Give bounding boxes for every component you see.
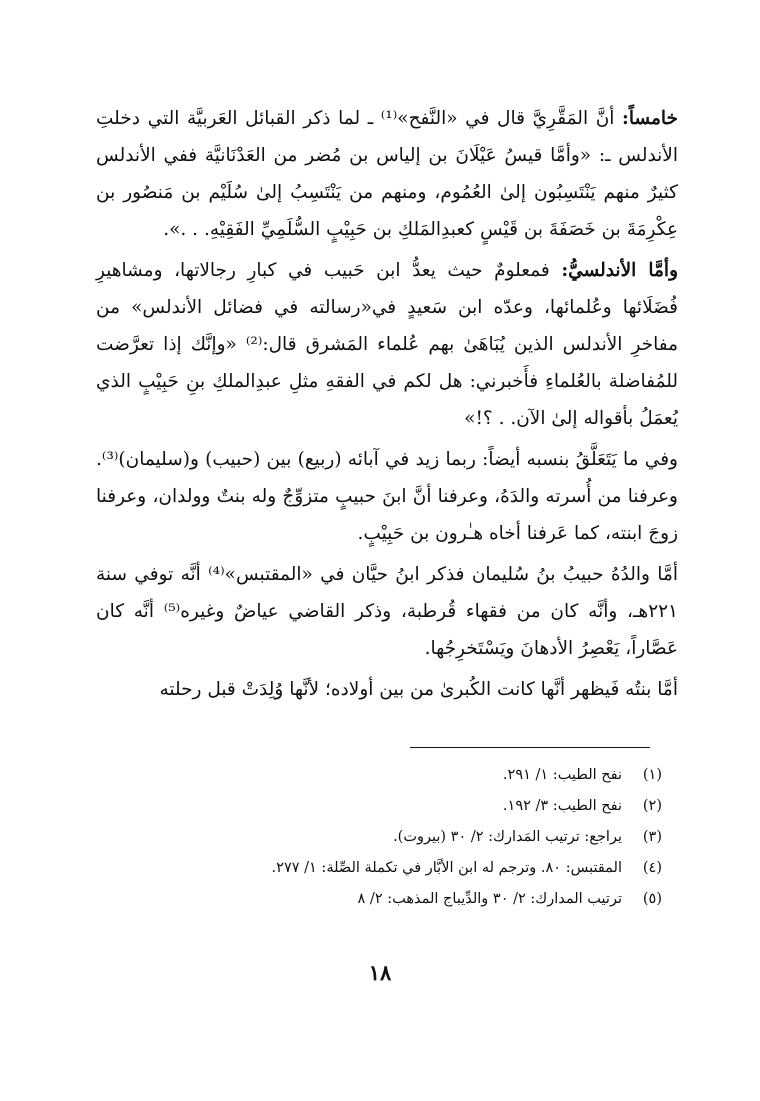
page-number: ١٨ (368, 960, 392, 985)
footnote-number: (٥) (642, 891, 662, 907)
footnote-text: ترتيب المدارك: ٢/ ٣٠ والدِّيباج المذهب: ٢/ ٨ (357, 891, 622, 907)
footnote-item (102, 791, 662, 822)
paragraph-lead: خامساً: (622, 108, 678, 129)
footnote-item (102, 853, 662, 884)
footnote-number: (٣) (642, 829, 662, 845)
footnote-number: (١) (642, 767, 662, 783)
paragraph-1 (96, 100, 678, 248)
footnote-item (102, 822, 662, 853)
paragraph-text: فمعلومٌ حيث يعدُّ ابن حَبيب في كبارِ رجالاتها، ومشاهيرِ فُضَلَائها وعُلمائها، وعدّه ابن سَعيدٍ في«رسالته في فضائل الأندلس» من مفاخرِ الأندلس الذين يُبَاهَىٰ بهم عُلماء المَشرق قال:⁽²⁾ «وإنَّك إذا تعرَّضت للمُفاضلة بالعُلماءِ فأَخبرني: هل لكم في الفقهِ مثلِ عبدِالملكِ بنِ حَبِيْبٍ الذي يُعمَلُ بأقواله إلىٰ الآن. . ؟!» (96, 260, 678, 429)
footnote-text: المقتبس: ٨٠. وترجم له ابن الأبَّار في تكملة الصِّلة: ١/ ٢٧٧. (271, 860, 622, 876)
main-text (96, 100, 678, 712)
footnotes (102, 760, 662, 915)
footnote-text: نفح الطيب: ١/ ٢٩١. (502, 767, 622, 783)
paragraph-lead: وأمَّا الأندلسيُّ: (561, 260, 679, 281)
footnote-separator (410, 747, 650, 748)
paragraph-2 (96, 252, 678, 437)
paragraph-text: أنَّ المَقَّرِيَّ قال في «النَّفح»⁽¹⁾ ـ لما ذكر القبائل العَربيَّة التي دخلتِ الأندلس ـ: «وأمَّا قيسُ عَيْلَانَ بن إلياس بن مُضر من العَدْنَانيَّة ففي الأندلس كثيرٌ منهم يَنْتَسِبُون إلىٰ العُمُوم، ومنهم من يَنْتَسِبُ إلىٰ سُلَيْم بن مَنصُور بن عِكْرِمَةَ بن خَصَفَةَ بن قَيْسٍ كعبدِالمَلكِ بن حَبِيْبٍ السُّلَمِيِّ الفَقِيْهِ. . .». (96, 108, 678, 240)
paragraph-4 (96, 556, 678, 667)
paragraph-3 (96, 441, 678, 552)
paragraph-text: أمَّا بنتُه فَيظهر أنَّها كانت الكُبرىٰ من بين أولاده؛ لأنَّها وُلِدَتْ قبل رحلته (159, 679, 678, 700)
footnote-number: (٢) (642, 798, 662, 814)
footnote-item (102, 760, 662, 791)
paragraph-text: أمَّا والدُهُ حبيبُ بنُ سُليمان فذكر ابنُ حيَّان في «المقتبس»⁽⁴⁾ أنَّه توفي سنة ٢٢١هـ، وأنَّه كان من فقهاء قُرطبة، وذكر القاضي عياضٌ وغيره⁽⁵⁾ أنَّه كان عَصَّاراً، يَعْصِرُ الأدهانَ ويَسْتَخرِجُها. (96, 564, 678, 659)
footnote-text: يراجع: ترتيب المَدارك: ٢/ ٣٠ (بيروت). (393, 829, 622, 845)
paragraph-5 (96, 671, 678, 708)
footnote-number: (٤) (642, 860, 662, 876)
footnote-text: نفح الطيب: ٣/ ١٩٢. (502, 798, 622, 814)
paragraph-text: وفي ما يَتَعَلَّقُ بنسبه أيضاً: ربما زيد في آبائه (ربيع) بين (حبيب) و(سليمان)⁽³⁾. وعرفنا من أُسرته والدَهُ، وعرفنا أنَّ ابنَ حبيبٍ متزوِّجٌ وله بنتٌ وولدان، وعرفنا زوجَ ابنته، كما عَرفنا أخاه هـٰرون بن حَبِيْبٍ. (96, 449, 678, 544)
footnote-item (102, 884, 662, 915)
